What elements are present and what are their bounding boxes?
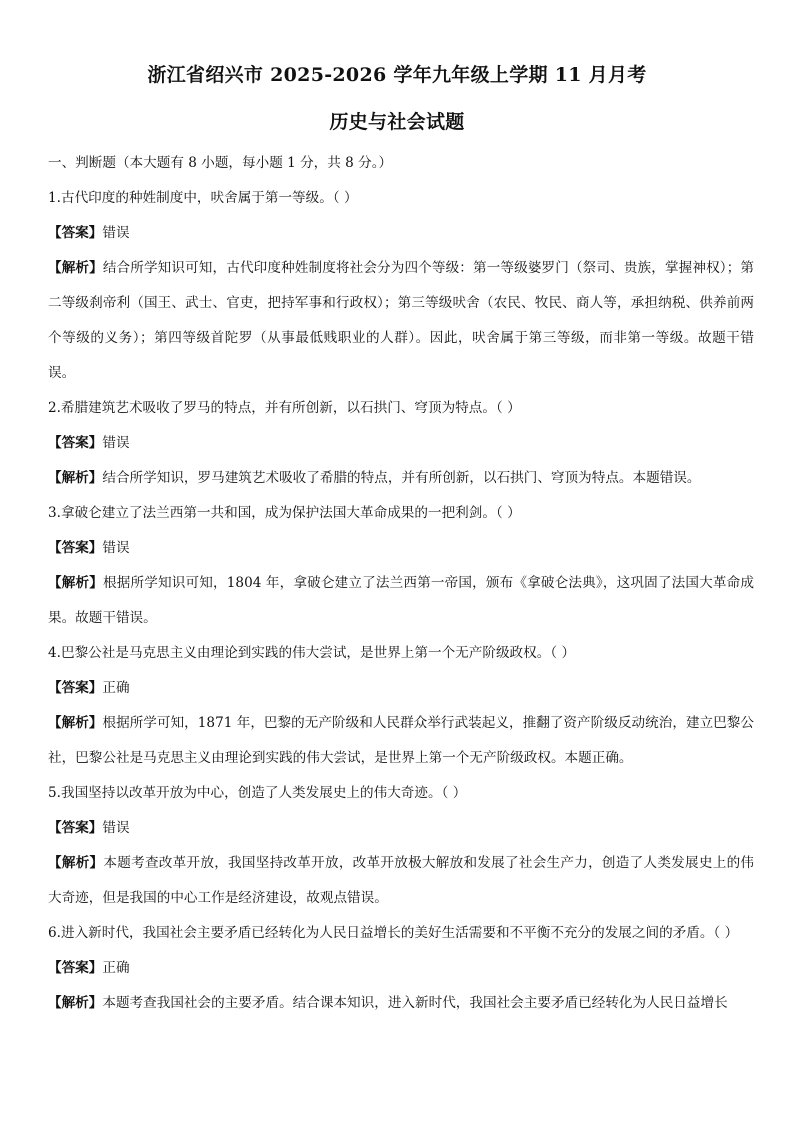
question-block xyxy=(48,496,754,636)
analysis-paragraph xyxy=(48,846,754,916)
answer-line xyxy=(48,951,754,986)
analysis-paragraph xyxy=(48,461,754,496)
question-block xyxy=(48,776,754,916)
answer-label: 【答案】 xyxy=(48,960,103,976)
question-stem: 3.拿破仑建立了法兰西第一共和国，成为保护法国大革命成果的一把利剑。（ ） xyxy=(48,505,521,521)
analysis-text: 本题考查改革开放，我国坚持改革开放，改革开放极大解放和发展了社会生产力，创造了人类发展史上的伟大奇迹，但是我国的中心工作是经济建设，故观点错误。 xyxy=(48,855,755,906)
section-heading: 一、判断题（本大题有 8 小题，每小题 1 分，共 8 分。） xyxy=(48,155,393,171)
analysis-text: 结合所学知识可知，古代印度种姓制度将社会分为四个等级：第一等级婆罗门（祭司、贵族，掌握神权）；第二等级刹帝利（国王、武士、官吏，把持军事和行政权）；第三等级吠舍（农民、牧民、商人等，承担纳税、供养前两个等级的义务）；第四等级首陀罗（从事最低贱职业的人群）。因此，吠舍属于第三等级，而非第一等级。故题干错误。 xyxy=(48,260,754,381)
answer-label: 【答案】 xyxy=(48,540,103,556)
answer-line xyxy=(48,531,754,566)
question-block xyxy=(48,916,754,1021)
analysis-paragraph xyxy=(48,251,754,391)
analysis-label: 【解析】 xyxy=(48,995,103,1011)
document-title: 浙江省绍兴市 2025-2026 学年九年级上学期 11 月月考 xyxy=(147,64,647,86)
answer-value: 错误 xyxy=(102,225,130,241)
answer-label: 【答案】 xyxy=(48,680,103,696)
analysis-paragraph xyxy=(48,986,754,1021)
analysis-paragraph xyxy=(48,706,754,776)
analysis-text: 根据所学可知，1871 年，巴黎的无产阶级和人民群众举行武装起义，推翻了资产阶级反动统治，建立巴黎公社，巴黎公社是马克思主义由理论到实践的伟大尝试，是世界上第一个无产阶级政权。本题正确。 xyxy=(48,715,755,766)
analysis-label: 【解析】 xyxy=(48,715,103,731)
answer-value: 正确 xyxy=(102,680,130,696)
analysis-label: 【解析】 xyxy=(48,855,104,871)
analysis-paragraph xyxy=(48,566,754,636)
answer-line xyxy=(48,216,754,251)
document-subtitle: 历史与社会试题 xyxy=(329,111,465,133)
question-block xyxy=(48,636,754,776)
answer-value: 错误 xyxy=(102,540,130,556)
question-stem: 4.巴黎公社是马克思主义由理论到实践的伟大尝试，是世界上第一个无产阶级政权。（ ） xyxy=(48,645,576,661)
answer-label: 【答案】 xyxy=(48,225,103,241)
question-stem: 6.进入新时代，我国社会主要矛盾已经转化为人民日益增长的美好生活需要和不平衡不充分的发展之间的矛盾。（ ） xyxy=(48,925,739,941)
analysis-text: 结合所学知识，罗马建筑艺术吸收了希腊的特点，并有所创新，以石拱门、穹顶为特点。本题错误。 xyxy=(102,470,701,486)
analysis-label: 【解析】 xyxy=(48,260,103,276)
question-stem: 2.希腊建筑艺术吸收了罗马的特点，并有所创新，以石拱门、穹顶为特点。（ ） xyxy=(48,400,521,416)
answer-label: 【答案】 xyxy=(48,435,103,451)
answer-line xyxy=(48,811,754,846)
analysis-label: 【解析】 xyxy=(48,470,103,486)
analysis-text: 根据所学知识可知，1804 年，拿破仑建立了法兰西第一帝国，颁布《拿破仑法典》，这巩固了法国大革命成果。故题干错误。 xyxy=(48,575,754,626)
question-stem: 5.我国坚持以改革开放为中心，创造了人类发展史上的伟大奇迹。（ ） xyxy=(48,785,467,801)
answer-line xyxy=(48,671,754,706)
question-block xyxy=(48,181,754,391)
answer-label: 【答案】 xyxy=(48,820,103,836)
answer-value: 正确 xyxy=(102,960,130,976)
answer-line xyxy=(48,426,754,461)
question-stem: 1.古代印度的种姓制度中，吠舍属于第一等级。（ ） xyxy=(48,190,358,206)
analysis-text: 本题考查我国社会的主要矛盾。结合课本知识，进入新时代，我国社会主要矛盾已经转化为人民日益增长 xyxy=(102,995,728,1011)
analysis-label: 【解析】 xyxy=(48,575,104,591)
answer-value: 错误 xyxy=(102,820,130,836)
question-block xyxy=(48,391,754,496)
document-body xyxy=(48,146,754,1021)
answer-value: 错误 xyxy=(102,435,130,451)
